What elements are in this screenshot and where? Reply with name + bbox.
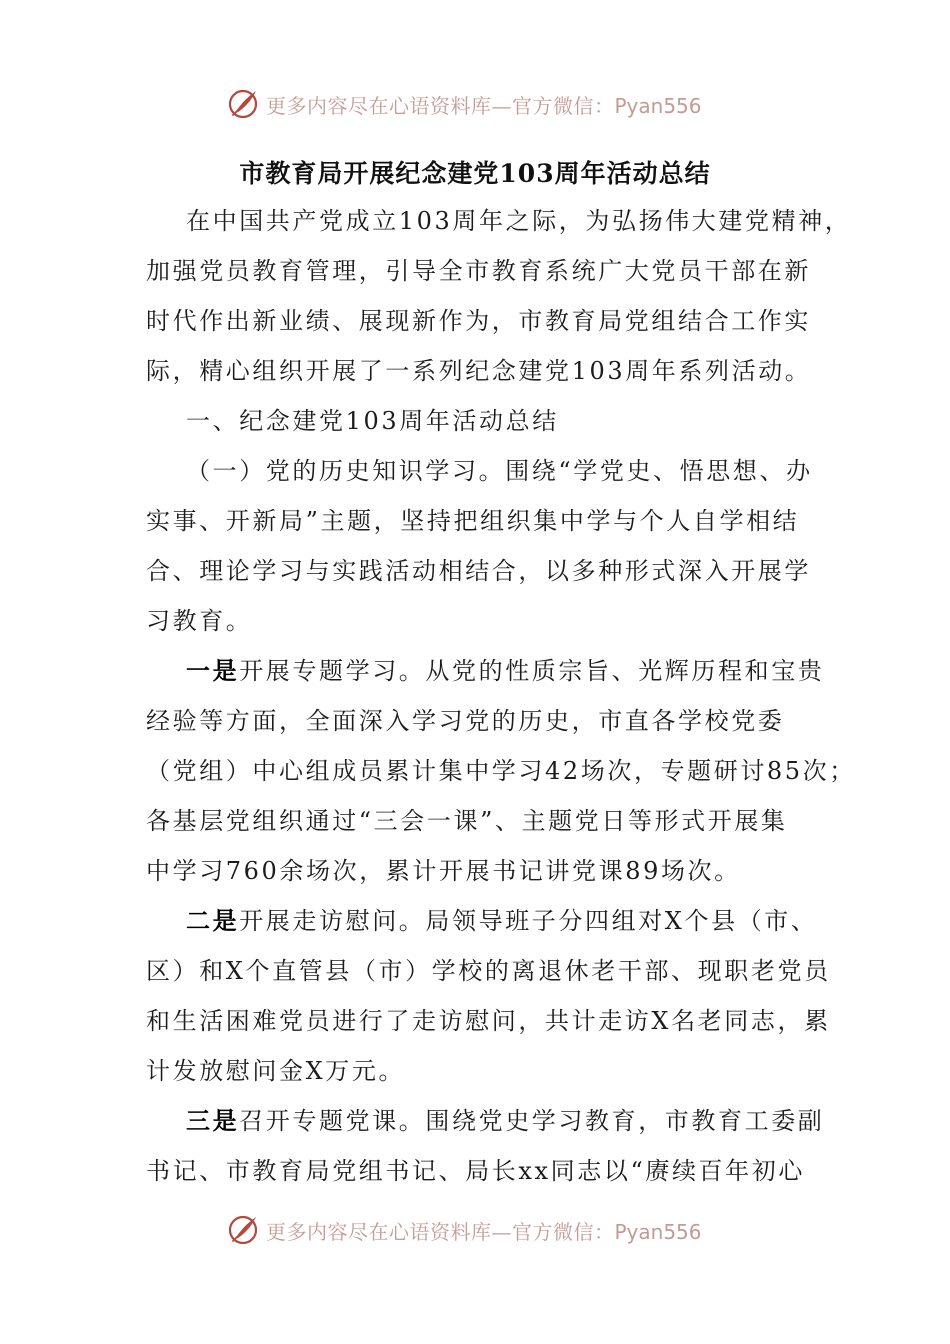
text-line	[146, 646, 825, 696]
line-text: 时代作出新业绩、展现新作为，市教育局党组结合工作实	[146, 307, 811, 335]
feather-quill-icon	[226, 87, 260, 121]
line-text: （党组）中心组成员累计集中学习42场次，专题研讨85次；	[146, 757, 856, 785]
text-line	[146, 446, 813, 496]
line-text: 际，精心组织开展了一系列纪念建党103周年系列活动。	[146, 357, 812, 385]
watermark-text: 更多内容尽在心语资料库—官方微信：Pyan556	[266, 1219, 702, 1244]
line-text: 计发放慰问金X万元。	[146, 1057, 406, 1085]
line-text: 习教育。	[146, 607, 253, 635]
text-line	[146, 1096, 825, 1146]
line-text: 在中国共产党成立103周年之际，为弘扬伟大建党精神，	[186, 207, 852, 235]
text-line	[146, 546, 811, 596]
text-line	[146, 846, 806, 896]
text-line	[146, 346, 812, 396]
line-text: 开展走访慰问。局领导班子分四组对X个县（市、	[239, 907, 818, 935]
line-text: 中学习760余场次，累计开展书记讲党课89场次。	[146, 857, 741, 885]
line-text: 加强党员教育管理，引导全市教育系统广大党员干部在新	[146, 257, 811, 285]
line-text: （一）党的历史知识学习。围绕“学党史、悟思想、办	[186, 457, 813, 485]
line-text: 召开专题党课。围绕党史学习教育，市教育工委副	[239, 1107, 825, 1135]
line-text: 各基层党组织通过“三会一课”、主题党日等形式开展集	[146, 807, 788, 835]
text-line	[146, 696, 806, 746]
watermark-banner-bottom	[226, 1210, 746, 1250]
text-line	[146, 946, 831, 996]
text-line	[146, 246, 811, 296]
text-line	[146, 996, 831, 1046]
text-line	[146, 896, 818, 946]
text-line	[146, 1146, 806, 1196]
text-line	[146, 796, 806, 846]
paragraph-lead: 一是	[186, 656, 240, 685]
document-title: 市教育局开展纪念建党103周年活动总结	[239, 159, 711, 188]
wechat-id: Pyan556	[614, 93, 702, 118]
line-text: 合、理论学习与实践活动相结合，以多种形式深入开展学	[146, 557, 811, 585]
text-line	[146, 1046, 806, 1096]
paragraph-lead: 二是	[186, 906, 240, 935]
text-line	[146, 596, 806, 646]
text-line	[146, 296, 811, 346]
document-body	[146, 196, 856, 1196]
line-text: 和生活困难党员进行了走访慰问，共计走访X名老同志，累	[146, 1007, 831, 1035]
text-line	[146, 496, 806, 546]
line-text: 经验等方面，全面深入学习党的历史，市直各学校党委	[146, 707, 785, 735]
text-line	[146, 196, 852, 246]
line-text: 区）和X个直管县（市）学校的离退休老干部、现职老党员	[146, 957, 831, 985]
line-text: 实事、开新局”主题，坚持把组织集中学与个人自学相结	[146, 507, 800, 535]
line-text: 开展专题学习。从党的性质宗旨、光辉历程和宝贵	[239, 657, 825, 685]
text-line	[146, 746, 856, 796]
text-line	[146, 396, 806, 446]
watermark-text: 更多内容尽在心语资料库—官方微信：Pyan556	[266, 93, 702, 118]
watermark-banner-top	[226, 84, 746, 124]
line-text: 书记、市教育局党组书记、局长xx同志以“赓续百年初心	[146, 1157, 805, 1185]
paragraph-lead: 三是	[186, 1106, 240, 1135]
feather-quill-icon	[226, 1213, 260, 1247]
line-text: 一、纪念建党103周年活动总结	[186, 407, 559, 435]
wechat-id: Pyan556	[614, 1219, 702, 1244]
